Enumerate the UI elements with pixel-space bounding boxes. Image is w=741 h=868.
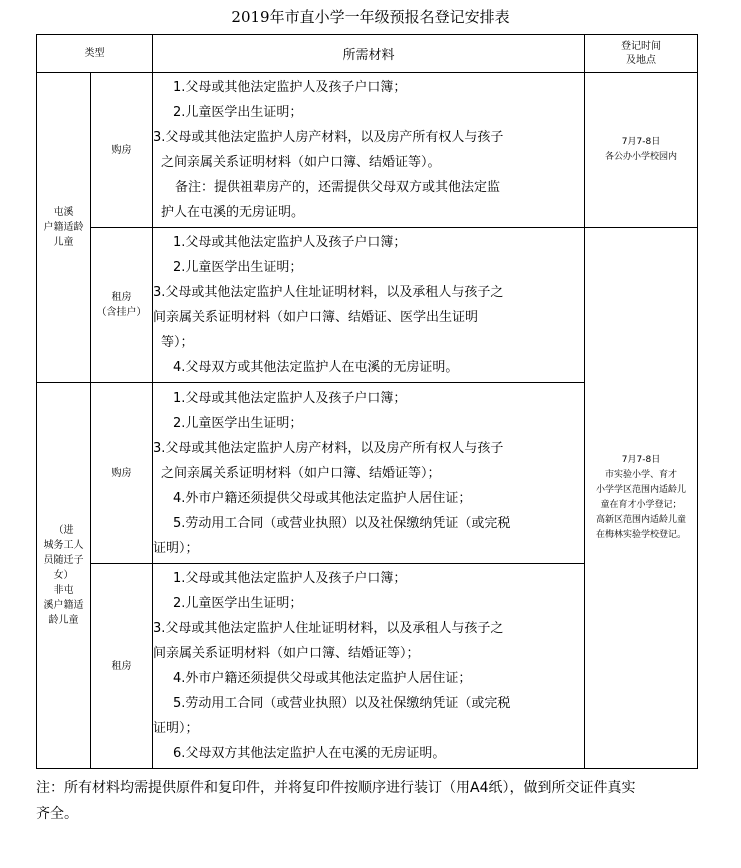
materials-cell [153, 228, 585, 383]
time-place-line: 在梅林实验学校登记。 [595, 530, 686, 540]
category-line: （进 [53, 525, 74, 536]
material-item: 间亲属关系证明材料（如户口簿、结婚证、医学出生证明 [153, 310, 479, 325]
registration-table [36, 34, 698, 769]
material-item: 6.父母双方其他法定监护人在屯溪的无房证明。 [173, 746, 446, 761]
subtype-purchase: 购房 [91, 383, 153, 564]
material-item: 1.父母或其他法定监护人及孩子户口簿； [173, 571, 407, 586]
category-tunxi-local [37, 73, 91, 383]
material-item: 4.外市户籍还须提供父母或其他法定监护人居住证； [173, 490, 472, 506]
time-place-line: 小学学区范围内适龄儿 [595, 485, 686, 495]
materials-cell [153, 73, 585, 228]
material-item: 3.父母或其他法定监护人住址证明材料，以及承租人与孩子之 [153, 621, 504, 636]
category-line: 员随迁子 [43, 555, 84, 566]
subtype-purchase: 购房 [91, 73, 153, 228]
category-line: 女） [53, 570, 74, 581]
category-line: 非屯 [53, 585, 74, 596]
table-row [37, 228, 698, 383]
time-place-cell [585, 228, 698, 769]
material-item: 3.父母或其他法定监护人房产材料，以及房产所有权人与孩子 [153, 130, 504, 145]
material-item: 4.父母双方或其他法定监护人在屯溪的无房证明。 [173, 360, 459, 375]
time-place-line: 各公办小学校园内 [604, 152, 677, 162]
time-place-line: 7月7-8日 [621, 455, 661, 465]
material-item: 之间亲属关系证明材料（如户口簿、结婚证等）； [161, 465, 441, 481]
time-place-header [585, 35, 698, 73]
subtype-line: 租房 [111, 292, 132, 303]
category-line: 户籍适龄 [43, 222, 84, 233]
material-item: 2.儿童医学出生证明； [173, 415, 303, 431]
material-note: 备注：提供祖辈房产的，还需提供父母双方或其他法定监 [175, 180, 501, 195]
materials-cell [153, 564, 585, 769]
subtype-rent [91, 228, 153, 383]
material-item: 3.父母或其他法定监护人住址证明材料，以及承租人与孩子之 [153, 285, 504, 300]
category-line: 溪户籍适 [43, 600, 84, 611]
material-item: 证明）； [153, 721, 199, 736]
material-item: 证明）； [153, 540, 199, 556]
material-item: 1.父母或其他法定监护人及孩子户口簿； [173, 390, 407, 406]
time-place-line: 市实验小学、育才 [604, 470, 677, 480]
time-place-header-line2: 及地点 [626, 54, 656, 66]
time-place-line: 童在育才小学登记； [600, 500, 682, 510]
material-item: 间亲属关系证明材料（如户口簿、结婚证等）； [153, 646, 420, 661]
footnote [36, 775, 726, 827]
material-item: 2.儿童医学出生证明； [173, 105, 303, 120]
category-line: 龄儿童 [48, 615, 79, 626]
category-line: 城务工人 [43, 540, 84, 551]
material-item: 2.儿童医学出生证明； [173, 260, 303, 275]
materials-header: 所需材料 [153, 35, 585, 73]
subtype-rent: 租房 [91, 564, 153, 769]
category-line: 屯溪 [53, 207, 74, 218]
time-place-header-line1: 登记时间 [621, 40, 661, 52]
table-row [37, 73, 698, 228]
materials-cell [153, 383, 585, 564]
material-item: 2.儿童医学出生证明； [173, 596, 303, 611]
material-item: 3.父母或其他法定监护人房产材料，以及房产所有权人与孩子 [153, 440, 504, 456]
type-header: 类型 [37, 35, 153, 73]
material-item: 5.劳动用工合同（或营业执照）以及社保缴纳凭证（或完税 [173, 696, 511, 711]
table-header-row [37, 35, 698, 73]
footnote-line1: 注：所有材料均需提供原件和复印件，并将复印件按顺序进行装订（用A4纸），做到所交证件真实 [36, 780, 636, 796]
time-place-line: 高新区范围内适龄儿童 [595, 515, 686, 525]
material-item: 4.外市户籍还须提供父母或其他法定监护人居住证； [173, 671, 472, 686]
subtype-line: （含挂户） [96, 307, 147, 318]
material-item: 之间亲属关系证明材料（如户口簿、结婚证等）。 [161, 155, 441, 170]
category-migrant-nonlocal [37, 383, 91, 769]
material-item: 1.父母或其他法定监护人及孩子户口簿； [173, 235, 407, 250]
footnote-line2: 齐全。 [36, 806, 78, 822]
category-line: 儿童 [53, 237, 74, 248]
material-item: 5.劳动用工合同（或营业执照）以及社保缴纳凭证（或完税 [173, 515, 511, 531]
material-note: 护人在屯溪的无房证明。 [161, 205, 305, 220]
time-place-cell [585, 73, 698, 228]
material-item: 等）； [161, 335, 194, 350]
page-title: 2019年市直小学一年级预报名登记安排表 [231, 8, 510, 26]
time-place-line: 7月7-8日 [621, 137, 661, 147]
material-item: 1.父母或其他法定监护人及孩子户口簿； [173, 80, 407, 95]
